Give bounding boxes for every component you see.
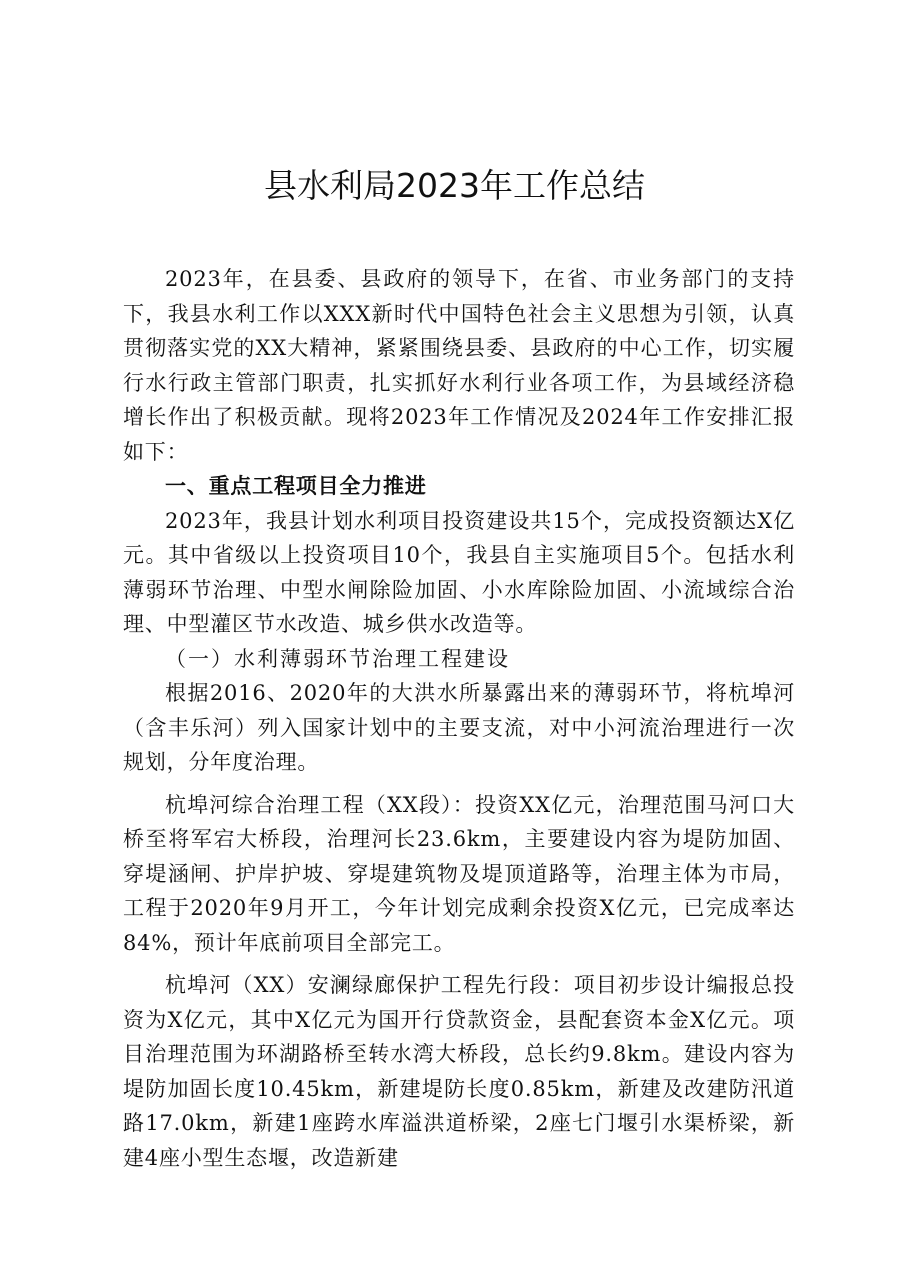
subsection-1-paragraph-1: 根据2016、2020年的大洪水所暴露出来的薄弱环节，将杭埠河（含丰乐河）列入国家计划中的主要支流，对中小河流治理进行一次规划，分年度治理。 — [123, 681, 795, 774]
document-title: 县水利局2023年工作总结 — [264, 166, 645, 205]
subsection-heading-1: （一）水利薄弱环节治理工程建设 — [165, 646, 510, 671]
document-body — [123, 262, 795, 1175]
section-heading-1: 一、重点工程项目全力推进 — [165, 474, 427, 498]
subsection-1-paragraph-3: 杭埠河（XX）安澜绿廊保护工程先行段：项目初步设计编报总投资为X亿元，其中X亿元为国开行贷款资金，县配套资本金X亿元。项目治理范围为环湖路桥至转水湾大桥段，总长约9.8km。建设内容为堤防加固长度10.45km，新建堤防长度0.85km，新建及改建防汛道路17.0km，新建1座跨水库溢洪道桥梁，2座七门堰引水渠桥梁，新建4座小型生态堰，改造新建 — [123, 973, 795, 1170]
section-1-paragraph: 2023年，我县计划水利项目投资建设共15个，完成投资额达X亿元。其中省级以上投资项目10个，我县自主实施项目5个。包括水利薄弱环节治理、中型水闸除险加固、小水库除险加固、小流域综合治理、中型灌区节水改造、城乡供水改造等。 — [123, 508, 795, 636]
subsection-1-paragraph-2: 杭埠河综合治理工程（XX段）：投资XX亿元，治理范围马河口大桥至将军宕大桥段，治理河长23.6km，主要建设内容为堤防加固、穿堤涵闸、护岸护坡、穿堤建筑物及堤顶道路等，治理主体为市局，工程于2020年9月开工，今年计划完成剩余投资X亿元，已完成率达84%，预计年底前项目全部完工。 — [123, 792, 795, 955]
intro-paragraph: 2023年，在县委、县政府的领导下，在省、市业务部门的支持下，我县水利工作以XXX新时代中国特色社会主义思想为引领，认真贯彻落实党的XX大精神，紧紧围绕县委、县政府的中心工作，切实履行水行政主管部门职责，扎实抓好水利行业各项工作，为县域经济稳增长作出了积极贡献。现将2023年工作情况及2024年工作安排汇报如下： — [123, 267, 795, 464]
